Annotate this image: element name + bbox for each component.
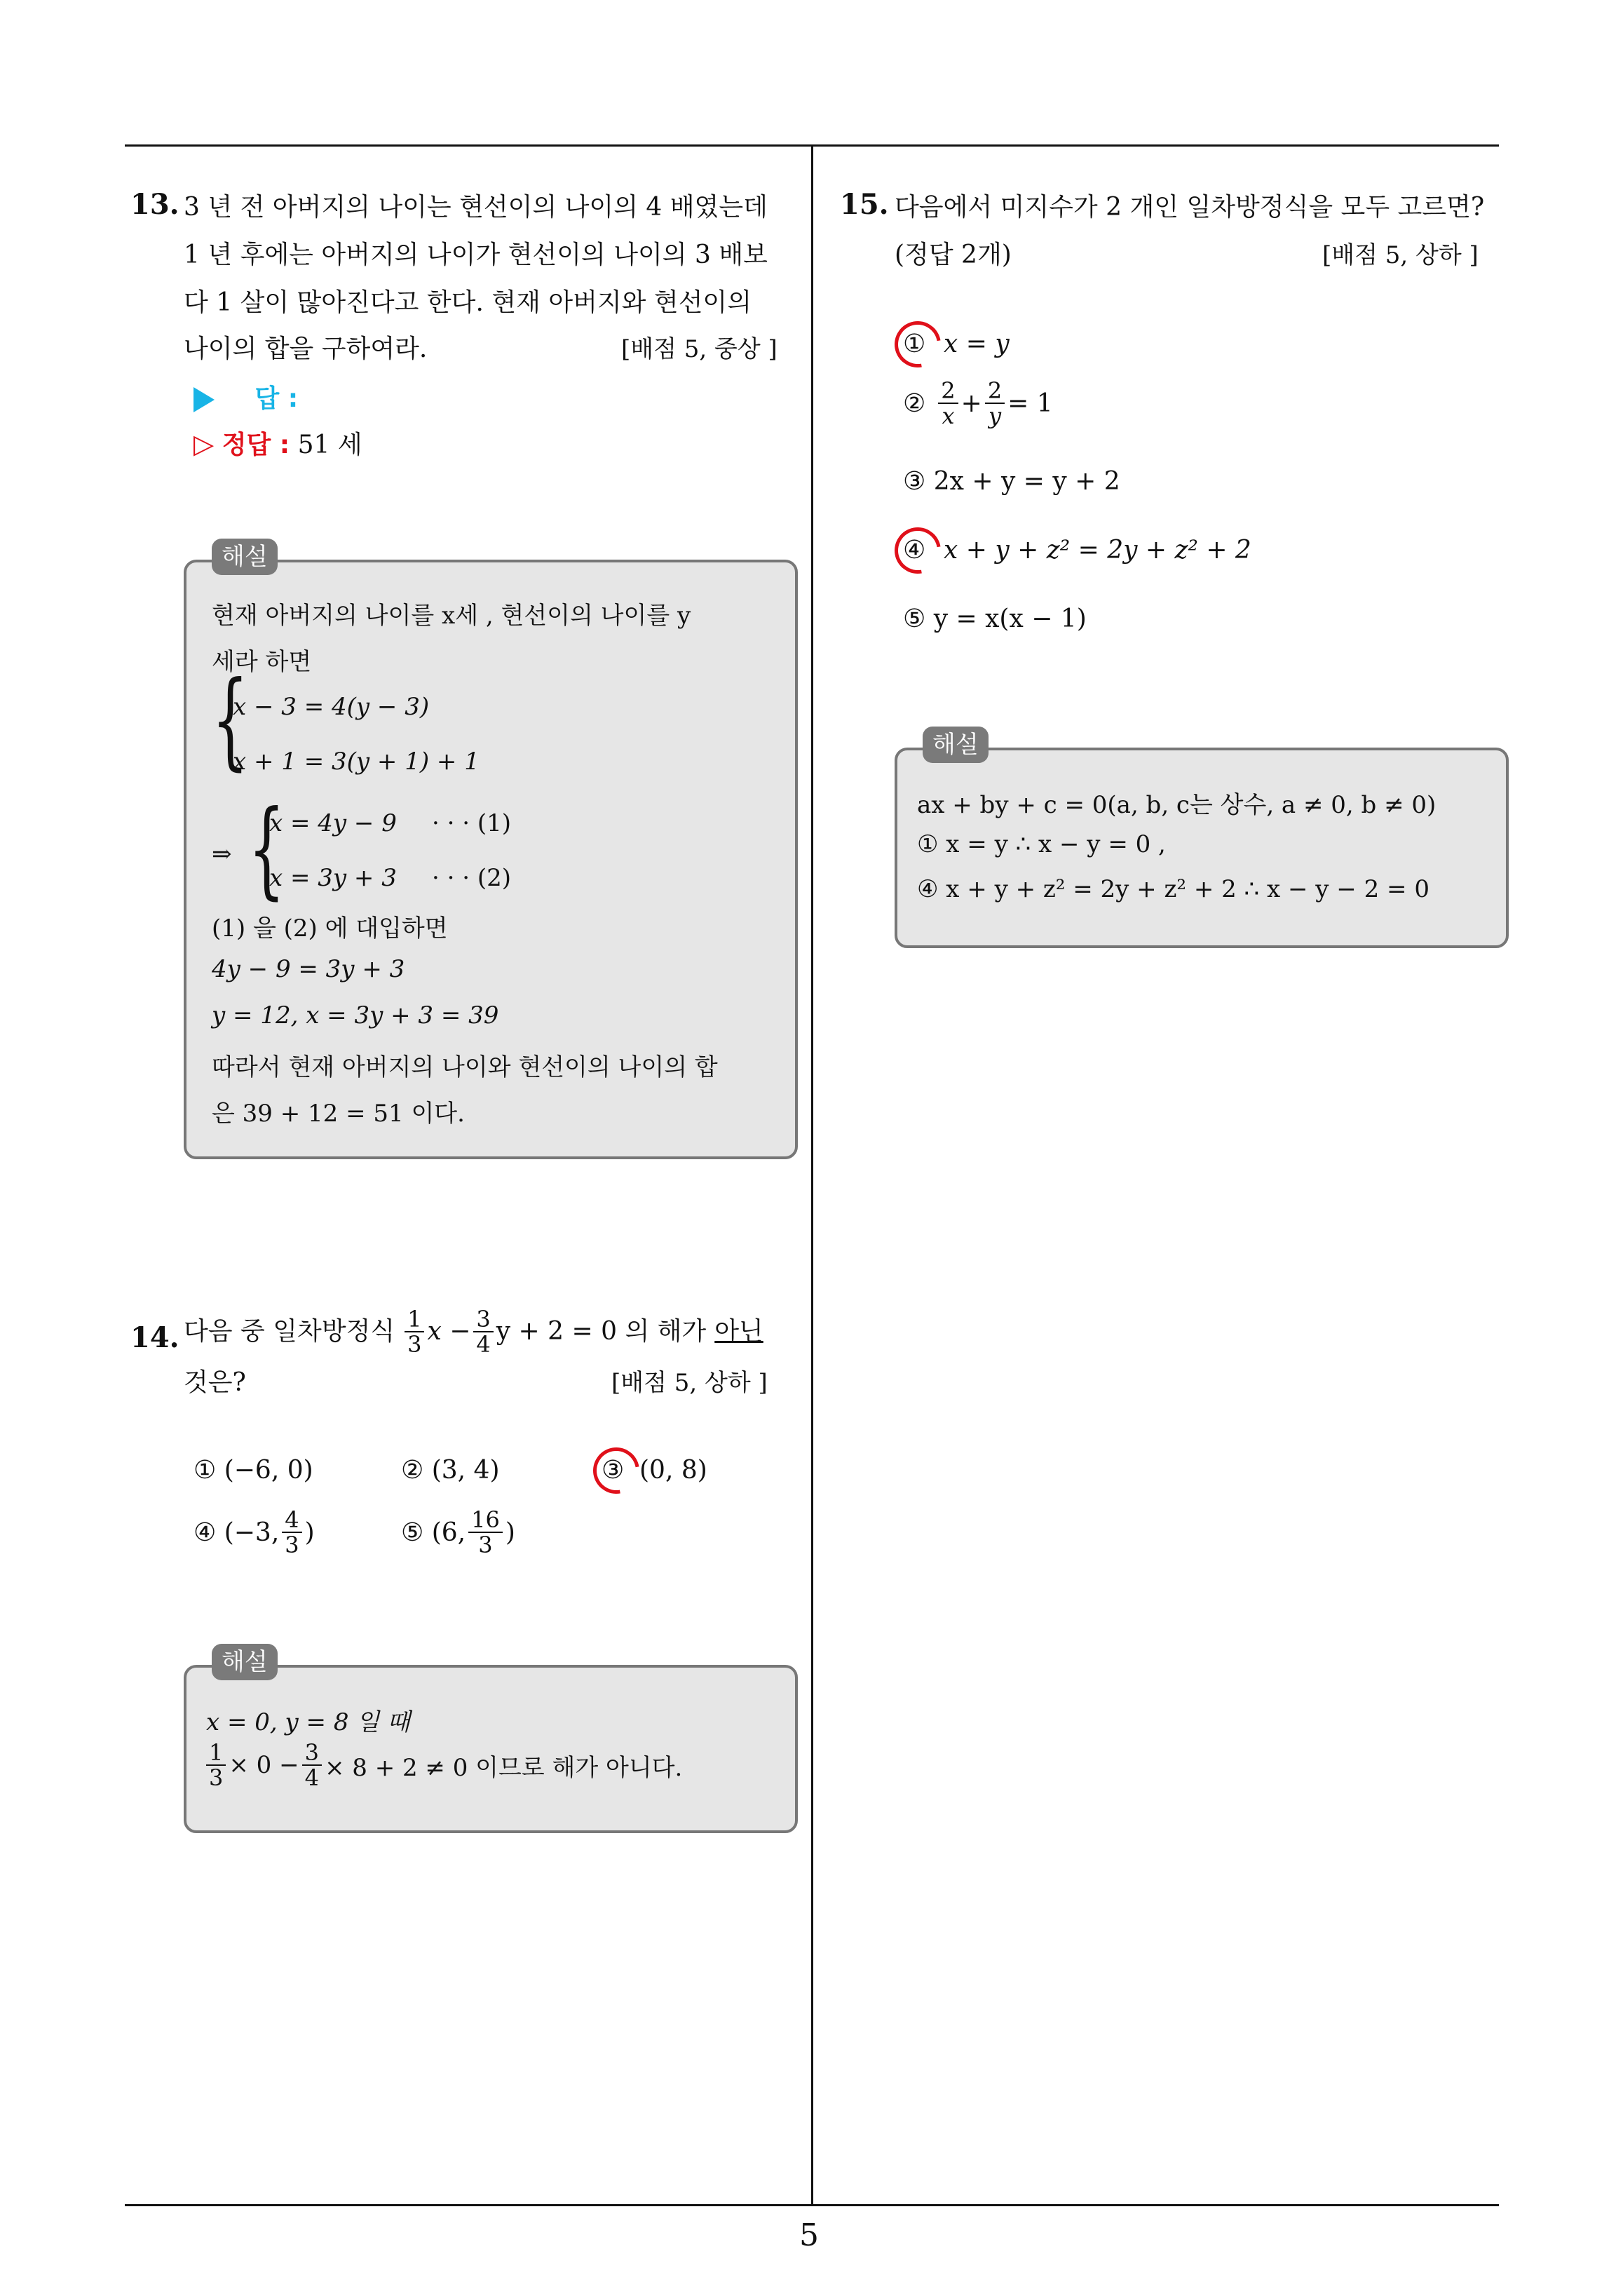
question-14-line-2: 것은? — [184, 1368, 246, 1397]
q14-underlined-word: 아닌 — [714, 1317, 763, 1346]
q14-option-3: (0, 8) — [639, 1456, 707, 1485]
answer-row — [193, 379, 298, 414]
sol-line-1: 현재 아버지의 나이를 x세 , 현선이의 나이를 y — [212, 602, 691, 630]
q15-sol-line-3: ④ x + y + z² = 2y + z² + 2 ∴ x − y − 2 = 0 — [917, 875, 1430, 903]
q15-o2-f2-den: y — [988, 403, 1002, 429]
q14-sol-line-1: x = 0, y = 8 일 때 — [206, 1708, 410, 1736]
q14-sol-m1: × 0 − — [229, 1751, 299, 1779]
q15-o2-plus: + — [960, 389, 982, 418]
q14-option-3-number: ③ — [602, 1456, 625, 1485]
q14-sol-frac2-den: 4 — [304, 1764, 319, 1791]
q15-option-5: ⑤ y = x(x − 1) — [903, 605, 1087, 633]
q14-o5-a: ⑤ (6, — [401, 1518, 466, 1547]
q14-sol-line-2 — [206, 1741, 682, 1790]
solution-box-14 — [184, 1648, 798, 1833]
question-13-number: 13. — [130, 188, 179, 221]
q14-frac1-den: 3 — [407, 1331, 422, 1358]
question-14-points: [배점 5, 상하 ] — [611, 1369, 768, 1397]
q14-o4-b: ) — [304, 1518, 315, 1547]
q14-sol-frac1-num: 1 — [206, 1741, 226, 1766]
solution-tag: 해설 — [212, 1644, 278, 1680]
sol-line-2: 세라 하면 — [212, 648, 312, 676]
q14-text-mid2: y + 2 = 0 의 해가 — [496, 1317, 707, 1346]
correct-answer-row — [193, 425, 362, 461]
question-13-line-4: 나이의 합을 구하여라. — [184, 335, 428, 363]
q15-option-2 — [903, 379, 1053, 428]
question-13-line-2: 1 년 후에는 아버지의 나이가 현선이의 나이의 3 배보 — [184, 241, 768, 269]
question-15-number: 15. — [840, 188, 889, 221]
question-14-number: 14. — [130, 1321, 179, 1354]
q15-option-4: x + y + z² = 2y + z² + 2 — [944, 536, 1251, 565]
q14-sol-frac-1 — [206, 1741, 226, 1790]
question-15-line-2: (정답 2개) — [895, 241, 1012, 269]
q15-sol-line-2: ① x = y ∴ x − y = 0 , — [917, 830, 1166, 858]
q14-o4-num: 4 — [282, 1508, 301, 1533]
system2-eq-2: x = 3y + 3 — [269, 864, 397, 892]
sol-line-4: 4y − 9 = 3y + 3 — [212, 955, 405, 983]
solution-tag: 해설 — [212, 539, 278, 575]
question-13-line-1: 3 년 전 아버지의 나이는 현선이의 나이의 4 배였는데 — [184, 193, 768, 222]
bottom-rule — [125, 2204, 1499, 2206]
question-13-points: [배점 5, 중상 ] — [621, 335, 777, 363]
question-13-line-3: 다 1 살이 많아진다고 한다. 현재 아버지와 현선이의 — [184, 288, 752, 317]
q15-option-1-number: ① — [903, 330, 926, 358]
q14-frac2-den: 4 — [476, 1331, 491, 1358]
sol-line-3: (1) 을 (2) 에 대입하면 — [212, 914, 448, 943]
q14-text-pre: 다음 중 일차방정식 — [184, 1317, 395, 1346]
q14-o4-a: ④ (−3, — [193, 1518, 280, 1547]
question-15-line-1: 다음에서 미지수가 2 개인 일차방정식을 모두 고르면? — [895, 193, 1485, 222]
answer-label: 답 : — [254, 384, 299, 413]
q14-option-2: ② (3, 4) — [401, 1456, 500, 1485]
q14-o5-den: 3 — [478, 1532, 493, 1558]
sol-line-7: 은 39 + 12 = 51 이다. — [212, 1100, 465, 1128]
q15-o2-fraction-1 — [938, 379, 958, 428]
q14-sol-frac1-den: 3 — [209, 1764, 224, 1791]
q15-o2-number: ② — [903, 389, 926, 418]
system2-eq-1: x = 4y − 9 — [269, 809, 397, 837]
play-arrow-icon — [193, 387, 215, 412]
q14-sol-frac-2 — [302, 1741, 322, 1790]
q14-text-mid1: x − — [427, 1317, 471, 1346]
q14-o5-num: 16 — [468, 1508, 503, 1533]
q15-o2-eq: = 1 — [1007, 389, 1053, 418]
q15-o2-fraction-2 — [985, 379, 1005, 428]
q15-sol-line-1: ax + by + c = 0(a, b, c는 상수, a ≠ 0, b ≠ 0) — [917, 791, 1437, 819]
correct-label: 정답 : — [222, 431, 290, 459]
q14-o5-fraction — [468, 1508, 503, 1557]
solution-box-13 — [184, 543, 798, 1159]
implies-arrow: ⇒ — [212, 840, 232, 868]
solution-tag: 해설 — [923, 727, 989, 763]
q14-frac2-num: 3 — [473, 1307, 493, 1332]
system2-eq-1-tag: · · · (1) — [432, 809, 512, 837]
left-brace-2: { — [248, 788, 285, 910]
q14-frac1-num: 1 — [405, 1307, 424, 1332]
system-eq-2: x + 1 = 3(y + 1) + 1 — [233, 748, 480, 776]
solution-box-15 — [895, 731, 1509, 948]
q14-o5-b: ) — [505, 1518, 515, 1547]
q14-option-1: ① (−6, 0) — [193, 1456, 313, 1485]
left-brace-1: { — [212, 659, 249, 781]
page-number: 5 — [799, 2217, 819, 2253]
q14-option-5 — [401, 1508, 515, 1557]
system-eq-1: x − 3 = 4(y − 3) — [233, 693, 430, 721]
q14-sol-frac2-num: 3 — [302, 1741, 322, 1766]
q15-o2-f1-den: x — [942, 403, 955, 429]
q14-option-4 — [193, 1508, 315, 1557]
q14-sol-m2: × 8 + 2 ≠ 0 이므로 해가 아니다. — [324, 1753, 683, 1782]
q14-o4-fraction — [282, 1508, 301, 1557]
outline-arrow-icon: ▷ — [193, 428, 215, 459]
q15-option-4-number: ④ — [903, 536, 926, 565]
question-14-line-1 — [184, 1300, 763, 1363]
q14-fraction-1 — [405, 1307, 424, 1356]
q14-fraction-2 — [473, 1307, 493, 1356]
q14-o4-den: 3 — [285, 1532, 299, 1558]
q15-o2-f1-num: 2 — [938, 379, 958, 404]
sol-line-5: y = 12, x = 3y + 3 = 39 — [212, 1001, 499, 1029]
question-15-points: [배점 5, 상하 ] — [1322, 241, 1479, 269]
correct-value: 51 세 — [297, 431, 362, 459]
sol-line-6: 따라서 현재 아버지의 나이와 현선이의 나이의 합 — [212, 1053, 718, 1081]
system2-eq-2-tag: · · · (2) — [432, 864, 512, 892]
q15-option-1: x = y — [944, 330, 1010, 358]
q15-option-3: ③ 2x + y = y + 2 — [903, 467, 1120, 496]
q15-o2-f2-num: 2 — [985, 379, 1005, 404]
column-divider — [811, 144, 813, 2206]
